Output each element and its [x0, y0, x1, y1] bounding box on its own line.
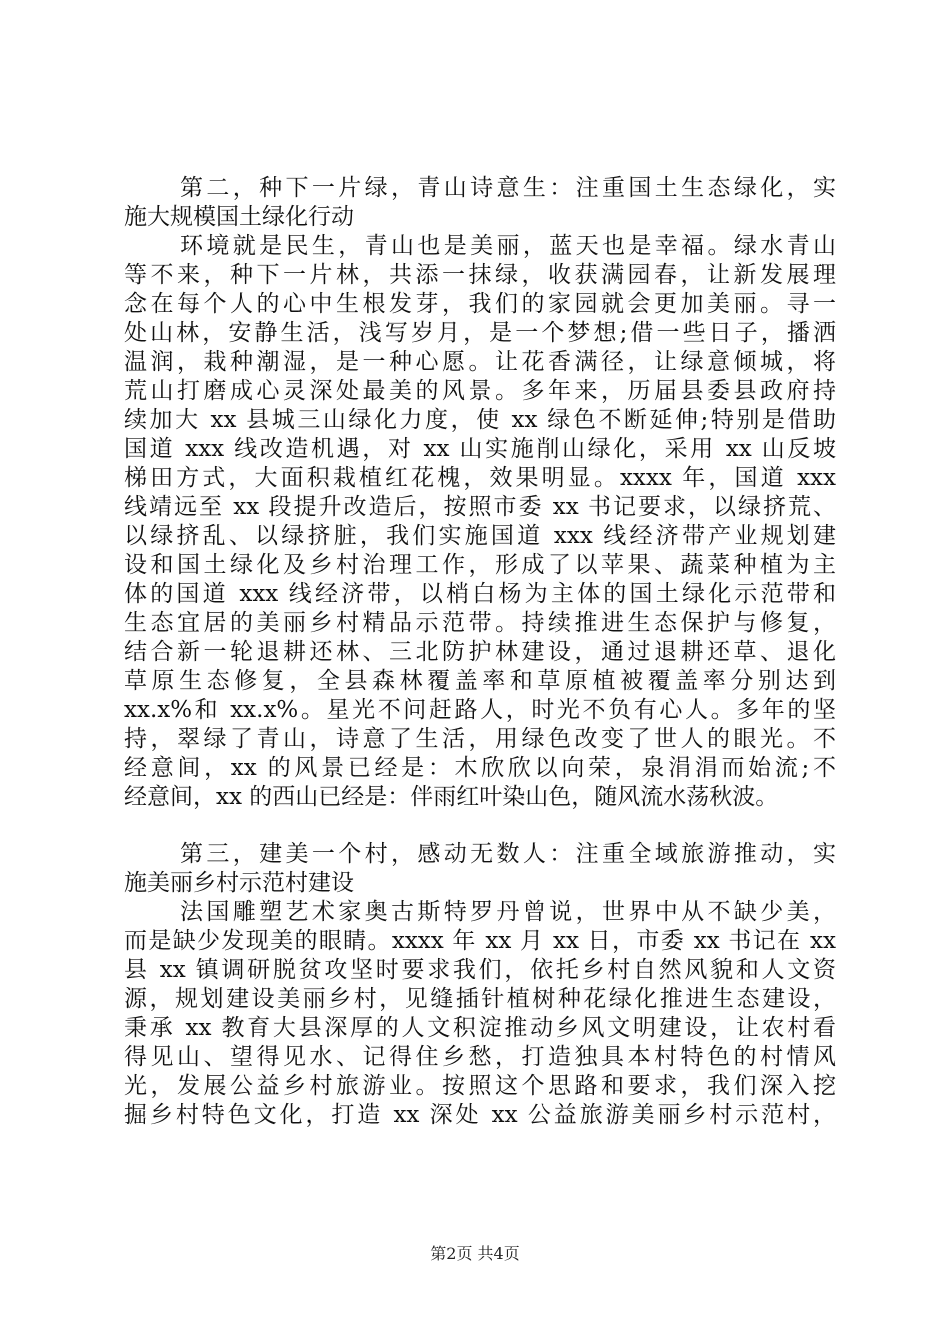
section-2-paragraph-line: 梯田方式，大面积栽植红花槐，效果明显。xxxx 年，国道 xxx: [124, 465, 836, 491]
section-2-paragraph-line: 设和国土绿化及乡村治理工作，形成了以苹果、蔬菜种植为主: [124, 552, 836, 578]
paragraph-spacer: [124, 812, 836, 840]
section-2-paragraph-line: 线靖远至 xx 段提升改造后，按照市委 xx 书记要求，以绿挤荒、: [124, 494, 836, 520]
section-2-paragraph-line: 以绿挤乱、以绿挤脏，我们实施国道 xxx 线经济带产业规划建: [124, 523, 836, 549]
section-3-heading-line-1: 第三，建美一个村，感动无数人：注重全域旅游推动，实: [180, 841, 836, 867]
section-3-paragraph-line: 得见山、望得见水、记得住乡愁，打造独具本村特色的村情风: [124, 1044, 836, 1070]
section-3-paragraph-line: 秉承 xx 教育大县深厚的人文积淀推动乡风文明建设，让农村看: [124, 1015, 836, 1041]
section-3-paragraph-line: 县 xx 镇调研脱贫攻坚时要求我们，依托乡村自然风貌和人文资: [124, 957, 836, 983]
section-3-paragraph-line: 法国雕塑艺术家奥古斯特罗丹曾说，世界中从不缺少美，: [180, 899, 836, 925]
section-2-paragraph-line: 等不来，种下一片林，共添一抹绿，收获满园春，让新发展理: [124, 262, 836, 288]
section-2-paragraph-line: 草原生态修复，全县森林覆盖率和草原植被覆盖率分别达到: [124, 668, 836, 694]
section-3-paragraph-line: 源，规划建设美丽乡村，见缝插针植树种花绿化推进生态建设，: [124, 986, 836, 1012]
section-2-paragraph-line: 处山林，安静生活，浅写岁月，是一个梦想;借一些日子，播洒: [124, 320, 836, 346]
section-2-paragraph-line: xx.x%和 xx.x%。星光不问赶路人，时光不负有心人。多年的坚: [124, 697, 836, 723]
section-2-paragraph-line: 体的国道 xxx 线经济带，以梢白杨为主体的国土绿化示范带和: [124, 581, 836, 607]
section-2-paragraph-line: 温润，栽种潮湿，是一种心愿。让花香满径，让绿意倾城，将: [124, 349, 836, 375]
section-2-paragraph-line: 经意间，xx 的西山已经是：伴雨红叶染山色，随风流水荡秋波。: [124, 784, 779, 810]
document-body: [124, 174, 836, 1130]
section-2-paragraph-line: 续加大 xx 县城三山绿化力度，使 xx 绿色不断延伸;特别是借助: [124, 407, 836, 433]
section-3-heading-line-2: 施美丽乡村示范村建设: [124, 870, 354, 896]
section-2-paragraph-line: 生态宜居的美丽乡村精品示范带。持续推进生态保护与修复，: [124, 610, 836, 636]
section-2-heading-line-1: 第二，种下一片绿，青山诗意生：注重国土生态绿化，实: [180, 175, 836, 201]
section-2-paragraph-line: 荒山打磨成心灵深处最美的风景。多年来，历届县委县政府持: [124, 378, 836, 404]
section-2-heading-line-2: 施大规模国土绿化行动: [124, 204, 354, 230]
section-2-paragraph-line: 经意间，xx 的风景已经是：木欣欣以向荣，泉涓涓而始流;不: [124, 755, 836, 781]
section-3-paragraph-line: 光，发展公益乡村旅游业。按照这个思路和要求，我们深入挖: [124, 1073, 836, 1099]
section-2-paragraph-line: 环境就是民生，青山也是美丽，蓝天也是幸福。绿水青山: [180, 233, 836, 259]
section-2-paragraph-line: 结合新一轮退耕还林、三北防护林建设，通过退耕还草、退化: [124, 639, 836, 665]
section-3-paragraph-line: 掘乡村特色文化，打造 xx 深处 xx 公益旅游美丽乡村示范村，: [124, 1102, 836, 1128]
section-2-paragraph-line: 国道 xxx 线改造机遇，对 xx 山实施削山绿化，采用 xx 山反坡: [124, 436, 836, 462]
section-3-paragraph-line: 而是缺少发现美的眼睛。xxxx 年 xx 月 xx 日，市委 xx 书记在 xx: [124, 928, 836, 954]
section-2-paragraph-line: 持，翠绿了青山，诗意了生活，用绿色改变了世人的眼光。不: [124, 726, 836, 752]
section-2-paragraph-line: 念在每个人的心中生根发芽，我们的家园就会更加美丽。寻一: [124, 291, 836, 317]
page-number-footer: 第2页 共4页: [430, 1244, 520, 1263]
